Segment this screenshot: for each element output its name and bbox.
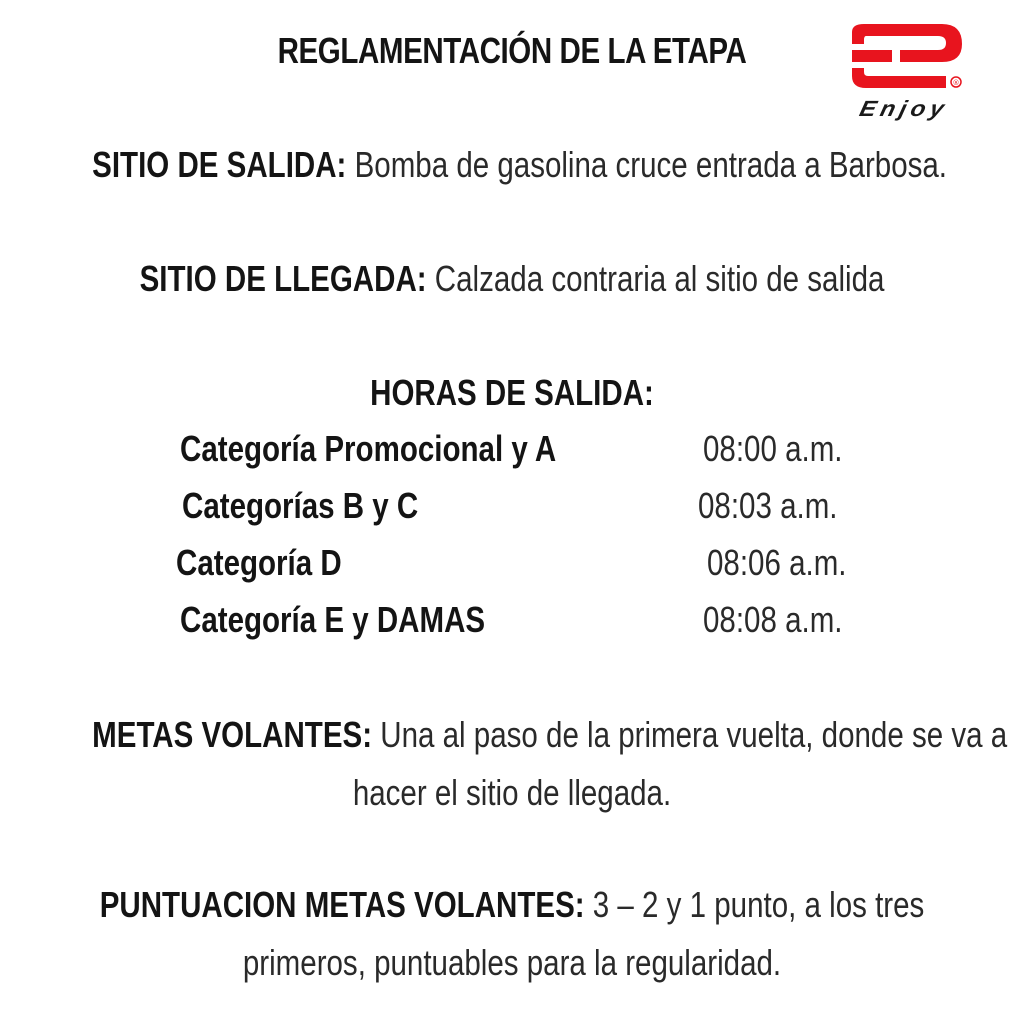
schedule-category: Categoría D xyxy=(176,542,342,583)
schedule-time: 08:08 a.m. xyxy=(703,599,843,640)
sitio-salida-line xyxy=(92,144,948,186)
enjoy-logo xyxy=(838,22,970,122)
schedule-category: Categorías B y C xyxy=(182,485,419,526)
horas-salida-heading: HORAS DE SALIDA: xyxy=(370,372,654,413)
registered-mark: ® xyxy=(952,79,960,87)
sitio-salida-value: Bomba de gasolina cruce entrada a Barbosa. xyxy=(354,144,948,185)
puntuacion-value: 3 – 2 y 1 punto, a los tres xyxy=(592,884,925,925)
metas-volantes-line1 xyxy=(92,714,1008,756)
schedule-category: Categoría E y DAMAS xyxy=(180,599,486,640)
page-title: REGLAMENTACIÓN DE LA ETAPA xyxy=(277,30,747,71)
metas-volantes-line2: hacer el sitio de llegada. xyxy=(352,772,672,813)
puntuacion-line1 xyxy=(92,884,932,926)
enjoy-logo-mark xyxy=(838,22,970,98)
sitio-llegada-line xyxy=(92,258,932,300)
puntuacion-line2: primeros, puntuables para la regularidad. xyxy=(242,942,782,983)
sitio-llegada-label: SITIO DE LLEGADA: xyxy=(139,258,427,299)
puntuacion-label: PUNTUACION METAS VOLANTES: xyxy=(99,884,585,925)
sitio-llegada-value: Calzada contraria al sitio de salida xyxy=(434,258,885,299)
sitio-salida-label: SITIO DE SALIDA: xyxy=(92,144,347,185)
logo-wordmark: Enjoy xyxy=(857,96,951,121)
schedule-category: Categoría Promocional y A xyxy=(180,428,557,469)
metas-volantes-value: Una al paso de la primera vuelta, donde se va a xyxy=(380,714,1008,755)
schedule-time: 08:06 a.m. xyxy=(707,542,847,583)
schedule-time: 08:00 a.m. xyxy=(703,428,843,469)
metas-volantes-label: METAS VOLANTES: xyxy=(92,714,373,755)
schedule-time: 08:03 a.m. xyxy=(698,485,838,526)
